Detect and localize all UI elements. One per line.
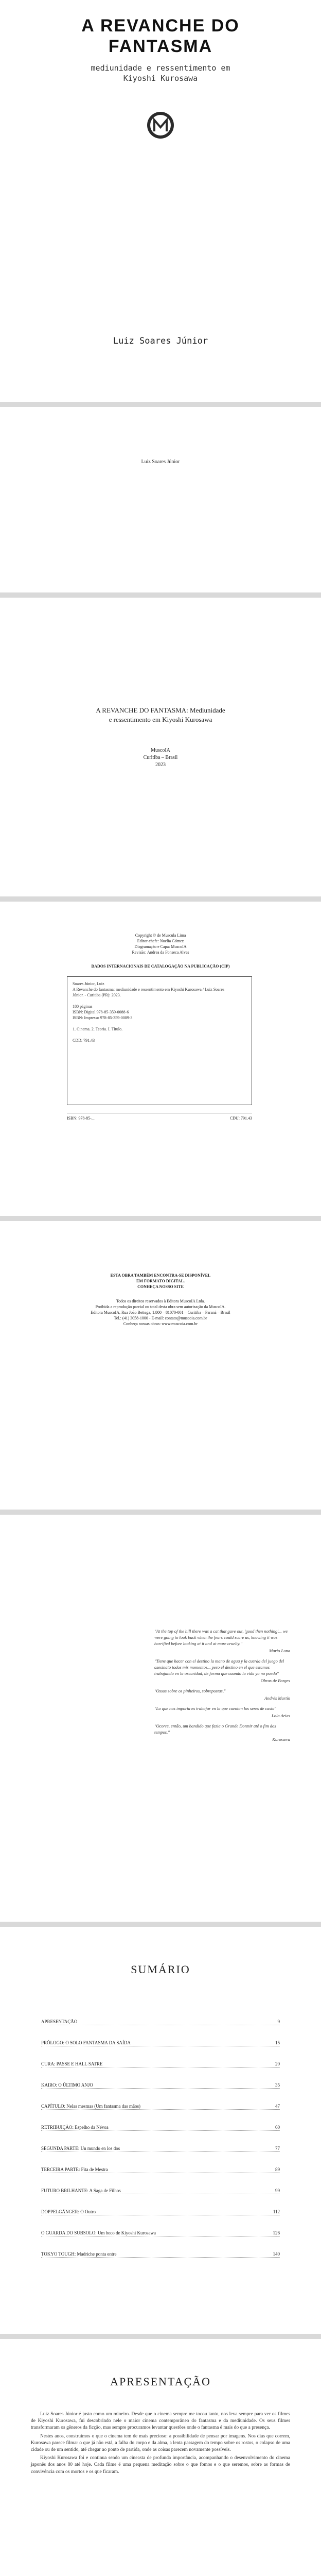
cover-author: Luiz Soares Júnior xyxy=(113,336,208,346)
title-page-publisher: MuscoIA xyxy=(151,748,170,753)
summary-page xyxy=(0,1927,321,2334)
summary-list xyxy=(41,2004,280,2258)
summary-item-label: SEGUNDA PARTE: Un mundo en los dos xyxy=(41,2146,120,2151)
summary-item[interactable] xyxy=(41,2131,280,2152)
epigraph-attribution: Andrés Martín xyxy=(264,1696,290,1701)
summary-item-label: O GUARDA DO SUBSOLO: Um beco de Kiyoshi Kurosawa xyxy=(41,2230,156,2235)
epigraph-quote: "Lo que nos importa es trabajar en la que cuentan los seres de casta" xyxy=(154,1706,277,1711)
summary-item[interactable] xyxy=(41,2004,280,2025)
rights-line: CONHEÇA NOSSO SITE xyxy=(137,1284,184,1289)
summary-item[interactable] xyxy=(41,2152,280,2173)
half-title-author: Luiz Soares Júnior xyxy=(141,459,180,465)
epigraph-attribution: Kurosawa xyxy=(272,1737,290,1742)
summary-item-page: 89 xyxy=(275,2167,280,2172)
summary-item-page: 126 xyxy=(273,2230,280,2235)
summary-item[interactable] xyxy=(41,2110,280,2131)
summary-item-label: RETRIBUIÇÃO: Espelho da Névoa xyxy=(41,2125,109,2130)
cover-subtitle-line2: Kiyoshi Kurosawa xyxy=(123,74,198,83)
summary-item[interactable] xyxy=(41,2215,280,2236)
catalog-footer-left: ISBN: 978-85-... xyxy=(67,1116,95,1121)
summary-item-page: 77 xyxy=(275,2146,280,2151)
summary-item[interactable] xyxy=(41,2236,280,2258)
catalog-layout: Diagramação e Capa: MuscoIA xyxy=(134,944,187,949)
catalog-page xyxy=(0,902,321,1216)
title-page-title: A REVANCHE DO FANTASMA: Mediunidade xyxy=(96,706,225,714)
rights-body-line: Proibida a reprodução parcial ou total desta obra sem autorização da MuscoIA. xyxy=(95,1304,226,1309)
cover-title-line2: FANTASMA xyxy=(108,37,213,56)
catalog-line: Soares Júnior, Luiz xyxy=(73,981,104,986)
catalog-revision: Revisão: Andrea da Fonseca Alves xyxy=(132,950,189,955)
summary-item[interactable] xyxy=(41,2173,280,2194)
summary-item[interactable] xyxy=(41,2194,280,2215)
summary-item-label: PRÓLOGO: O SOLO FANTASMA DA SAÍDA xyxy=(41,2040,131,2045)
summary-item-label: TERCEIRA PARTE: Fita de Mestra xyxy=(41,2167,108,2172)
presentation-title: APRESENTAÇÃO xyxy=(110,2375,211,2388)
catalog-line: 1. Cinema. 2. Teoria. I. Título. xyxy=(73,1027,123,1031)
summary-item-page: 20 xyxy=(275,2061,280,2066)
catalog-line: Júnior. - Curitiba (PR): 2023. xyxy=(73,993,121,997)
summary-item-page: 99 xyxy=(275,2188,280,2193)
cover-subtitle-line1: mediunidade e ressentimento em xyxy=(91,63,230,73)
title-page-year: 2023 xyxy=(155,762,166,768)
epigraph-quote: "Ossos sobre os pinheiros, sobrepostas," xyxy=(154,1688,226,1693)
summary-item-page: 15 xyxy=(275,2040,280,2045)
catalog-line: ISBN: Digital 978-85-359-0088-6 xyxy=(73,1010,129,1014)
epigraph-page xyxy=(0,1515,321,1922)
epigraph-quote: "Tiene que hacer con el destino la mano de agua y la cuerda del juego del asesinato todos mis momentos... pero el destino en el que estamos trabajando en la oscuridad, de forma que cuando la vida ya no pueda" xyxy=(154,1658,284,1676)
epigraph-quote: "At the top of the hill there was a cat that gave out, 'good then nothing'... we were going to look back when the fears could scare us, knowing it was horrified before looking at it and at more cruelty." xyxy=(154,1629,288,1646)
catalog-editor: Editor-chefe: Noelia Gómez xyxy=(137,939,184,943)
publisher-logo-icon xyxy=(146,111,175,140)
epigraph-attribution: Obras de Borges xyxy=(260,1678,290,1683)
summary-item-label: CURA: PASSE E HALL SATRE xyxy=(41,2061,103,2066)
summary-item[interactable] xyxy=(41,2089,280,2110)
cover-title-line1: A REVANCHE DO xyxy=(81,16,240,36)
summary-item-page: 9 xyxy=(277,2019,280,2024)
summary-item[interactable] xyxy=(41,2046,280,2067)
summary-item-page: 140 xyxy=(273,2251,280,2257)
summary-item-label: CAPÍTULO: Nelas mesmas (Um fantasma das mãos) xyxy=(41,2104,140,2109)
catalog-copyright: Copyright © de Muscula Lima xyxy=(135,933,186,938)
summary-item-page: 47 xyxy=(275,2104,280,2109)
rights-line: EM FORMATO DIGITAL. xyxy=(136,1279,185,1283)
title-page-subtitle: e ressentimento em Kiyoshi Kurosawa xyxy=(109,716,212,723)
title-page-city: Curitiba – Brasil xyxy=(143,755,178,760)
rights-body-line: Editora MuscoIA, Rua João Bettega, 1.800 – 81070-001 – Curitiba – Paraná – Brasil xyxy=(91,1310,230,1315)
half-title-page xyxy=(0,407,321,592)
catalog-line: CDD: 791.43 xyxy=(73,1038,95,1043)
rights-body-line: Todos os direitos reservados à Editora MuscoIA Ltda. xyxy=(116,1299,205,1303)
paragraph: Kiyoshi Kurosawa foi e continua sendo um cineasta de profunda importância, acompanhando o desenvolvimento do cinema japonês dos anos 80 até hoje. Cada filme é uma pequena meditação sobre o que fomos e o que seremos, sobre as formas de convivência com os mortos e os que ficaram. xyxy=(31,2455,290,2475)
presentation-page xyxy=(0,2339,321,2576)
summary-item-label: DOPPELGÄNGER: O Outro xyxy=(41,2209,96,2214)
catalog-line: ISBN: Impresso 978-85-359-0089-3 xyxy=(73,1015,133,1020)
summary-item-page: 35 xyxy=(275,2082,280,2088)
cover-title xyxy=(0,15,321,57)
paragraph: Nestes anos, construímos o que o cinema tem de mais precioso: a possibilidade de pensar por imagens. Nos dias que correm, Kurosawa parece filmar o que já não está, a falha do corpo e da alma, a lenta passagem do tempo sobre os rostos, o colapso de uma cidade ou de um sentido, até chegar ao ponto de partida, onde as coisas parecem novamente possíveis. xyxy=(31,2433,290,2453)
summary-item-label: KAIRO: O ÚLTIMO ANJO xyxy=(41,2082,93,2088)
summary-item-label: APRESENTAÇÃO xyxy=(41,2019,78,2024)
paragraph: Luiz Soares Júnior é justo como um mineiro. Desde que o cinema sempre me tocou tanto, nos leva sempre para ver os filmes de Kiyoshi Kurosawa, fui descobrindo nele o maior cinema contemporâneo do fantasma e da mediunidade. Os seus filmes transformaram os gêneros da ficção, mas sempre procuramos levantar questões onde o fantasma é mais do que a presença. xyxy=(31,2412,290,2431)
catalog-line: A Revanche do fantasma: mediunidade e ressentimento em Kiyoshi Kurosawa / Luiz Soares xyxy=(73,987,225,992)
summary-item[interactable] xyxy=(41,2067,280,2089)
epigraph-attribution: Lola Arias xyxy=(272,1713,290,1718)
title-page xyxy=(0,598,321,896)
catalog-box-title: DADOS INTERNACIONAIS DE CATALOGAÇÃO NA PUBLICAÇÃO (CIP) xyxy=(91,964,230,969)
presentation-body xyxy=(31,2411,290,2477)
rights-body-line: Conheça nossas obras: www.muscoia.com.br xyxy=(123,1321,198,1326)
summary-item-page: 60 xyxy=(275,2125,280,2130)
summary-item-label: TOKYO TOUGH: Madriche ponta entre xyxy=(41,2251,117,2257)
summary-item-page: 112 xyxy=(273,2209,280,2214)
rights-body-line: Tel.: (41) 3058-1000 - E-mail: contato@muscoia.com.br xyxy=(114,1316,207,1320)
catalog-footer-right: CDU: 791.43 xyxy=(229,1116,252,1121)
catalog-box xyxy=(67,976,252,1105)
epigraph-attribution: Mario Luna xyxy=(269,1648,290,1653)
summary-item-label: FUTURO BRILHANTE: A Saga de Filhos xyxy=(41,2188,121,2193)
rights-line: ESTA OBRA TAMBÉM ENCONTRA-SE DISPONÍVEL xyxy=(110,1273,211,1278)
summary-title: SUMÁRIO xyxy=(131,1963,190,1976)
summary-item[interactable] xyxy=(41,2025,280,2046)
rights-page xyxy=(0,1221,321,1510)
epigraph-quote: "Ocorre, então, um bandido que fazia o Grande Dormir até o fim dos tempos." xyxy=(154,1723,276,1735)
cover-page xyxy=(0,0,321,402)
catalog-line: 180 páginas xyxy=(73,1004,93,1009)
cover-subtitle xyxy=(0,63,321,83)
